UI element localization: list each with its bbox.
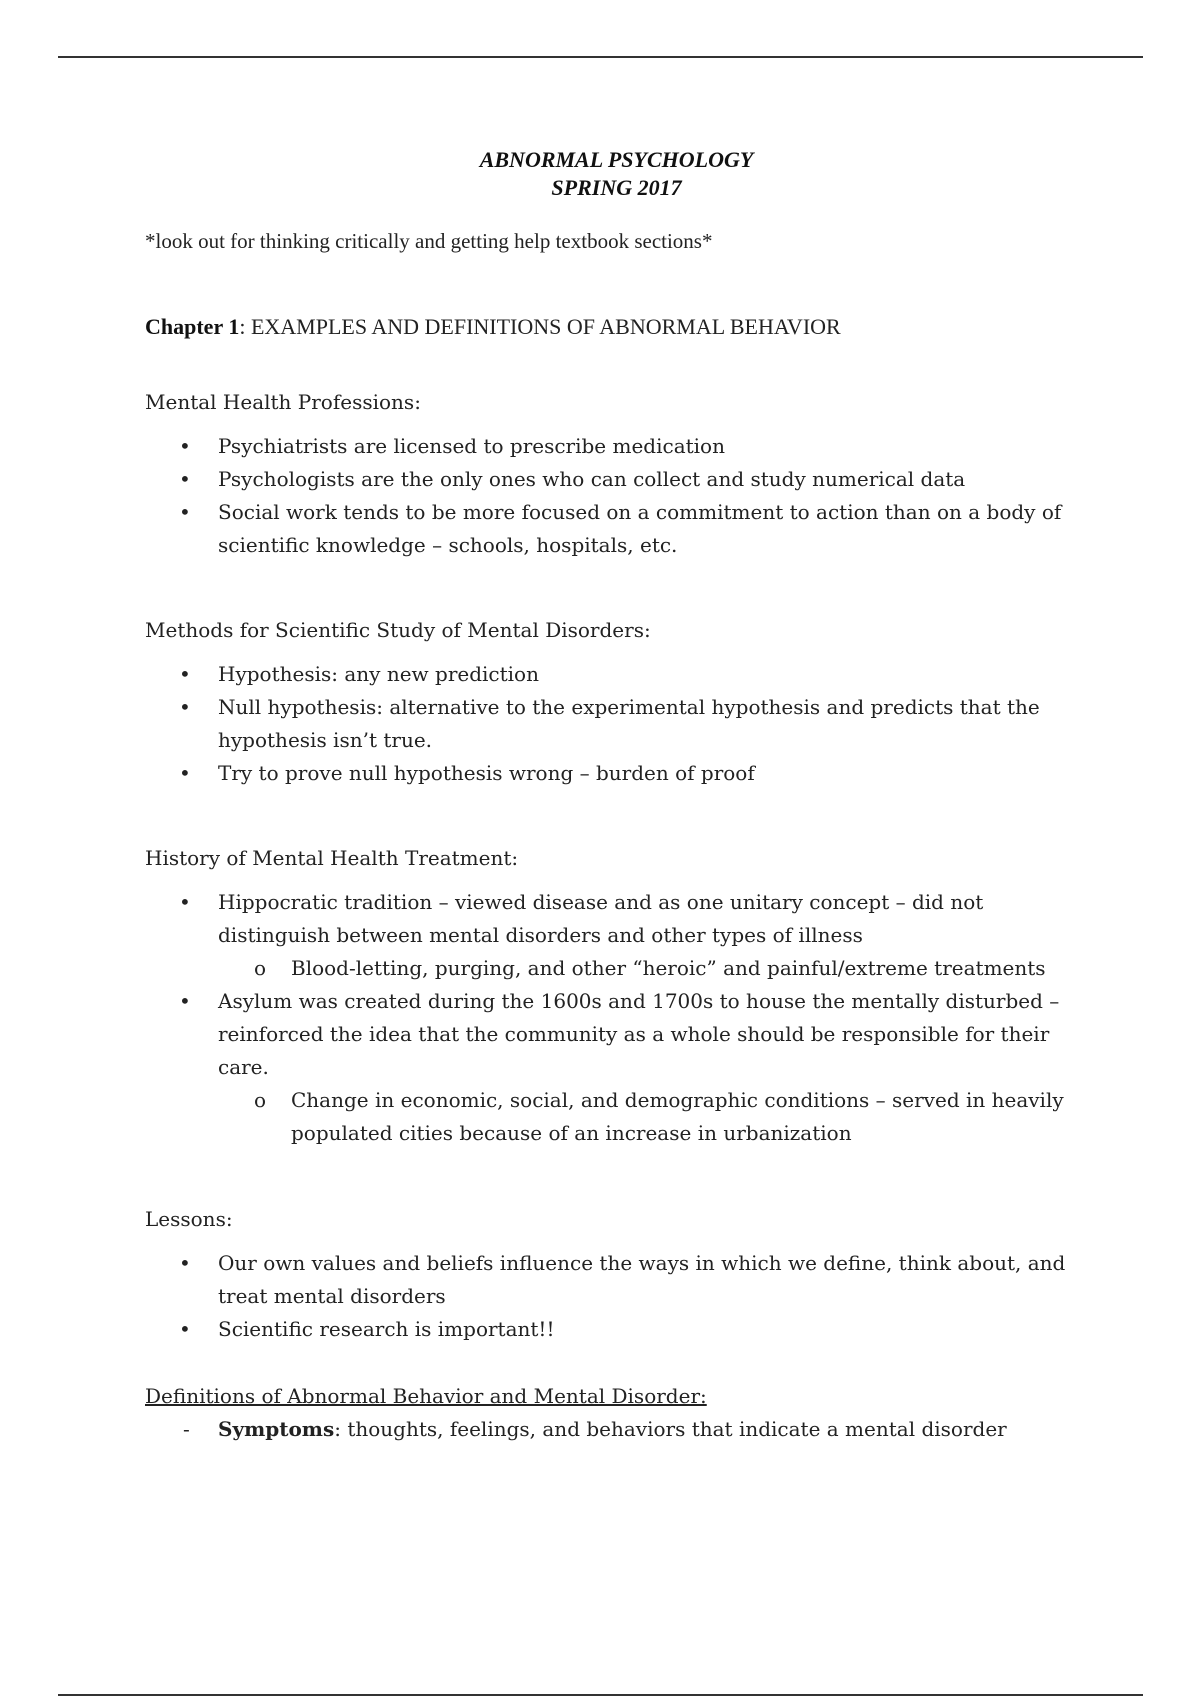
list-item-text: Hippocratic tradition – viewed disease and as one unitary concept – did not distinguish between mental disorders and other types of illness bbox=[218, 890, 984, 947]
study-note: *look out for thinking critically and getting help textbook sections* bbox=[145, 229, 713, 253]
section-heading: Mental Health Professions: bbox=[145, 390, 421, 414]
list-item bbox=[145, 886, 1085, 985]
dash-list bbox=[145, 1413, 1085, 1446]
chapter-label: Chapter 1 bbox=[145, 314, 240, 339]
section-scientific-methods bbox=[145, 614, 1085, 790]
bullet-list bbox=[145, 658, 1085, 790]
list-item: • Psychiatrists are licensed to prescribe medication bbox=[145, 430, 1085, 463]
sub-list bbox=[218, 952, 1085, 985]
list-item: • Psychologists are the only ones who can collect and study numerical data bbox=[145, 463, 1085, 496]
term-title: SPRING 2017 bbox=[551, 175, 682, 200]
page-title bbox=[0, 146, 1200, 202]
list-item bbox=[145, 1413, 1085, 1446]
list-item: • Try to prove null hypothesis wrong – burden of proof bbox=[145, 757, 1085, 790]
list-item-text: Asylum was created during the 1600s and 1700s to house the mentally disturbed – reinforced the idea that the community as a whole should be responsible for their care. bbox=[218, 989, 1060, 1079]
list-item: • Hypothesis: any new prediction bbox=[145, 658, 1085, 691]
section-heading: Methods for Scientific Study of Mental Disorders: bbox=[145, 618, 651, 642]
section-lessons bbox=[145, 1203, 1085, 1346]
sub-list bbox=[218, 1084, 1085, 1150]
section-mental-health-professions bbox=[145, 386, 1085, 562]
section-definitions bbox=[145, 1380, 1085, 1446]
list-item: • Scientific research is important!! bbox=[145, 1313, 1085, 1346]
chapter-heading bbox=[145, 314, 841, 340]
list-item bbox=[145, 985, 1085, 1150]
bullet-list bbox=[145, 886, 1085, 1150]
bullet-list bbox=[145, 430, 1085, 562]
sub-list-item: o Blood-letting, purging, and other “heroic” and painful/extreme treatments bbox=[218, 952, 1085, 985]
section-heading: Definitions of Abnormal Behavior and Mental Disorder: bbox=[145, 1384, 707, 1408]
chapter-title: : EXAMPLES AND DEFINITIONS OF ABNORMAL BEHAVIOR bbox=[239, 314, 841, 339]
section-history-treatment bbox=[145, 842, 1085, 1150]
course-title: ABNORMAL PSYCHOLOGY bbox=[479, 147, 754, 172]
top-rule bbox=[58, 56, 1143, 58]
definition-term: Symptoms bbox=[218, 1417, 335, 1441]
sub-list-item: o Change in economic, social, and demographic conditions – served in heavily populated cities because of an increase in urbanization bbox=[218, 1084, 1085, 1150]
list-item: • Our own values and beliefs influence the ways in which we define, think about, and treat mental disorders bbox=[145, 1247, 1085, 1313]
section-heading: History of Mental Health Treatment: bbox=[145, 846, 519, 870]
section-heading: Lessons: bbox=[145, 1207, 233, 1231]
list-item: • Social work tends to be more focused on a commitment to action than on a body of scientific knowledge – schools, hospitals, etc. bbox=[145, 496, 1085, 562]
definition-text: : thoughts, feelings, and behaviors that indicate a mental disorder bbox=[334, 1417, 1007, 1441]
list-item: • Null hypothesis: alternative to the experimental hypothesis and predicts that the hypothesis isn’t true. bbox=[145, 691, 1085, 757]
bottom-rule bbox=[58, 1694, 1143, 1696]
bullet-list bbox=[145, 1247, 1085, 1346]
